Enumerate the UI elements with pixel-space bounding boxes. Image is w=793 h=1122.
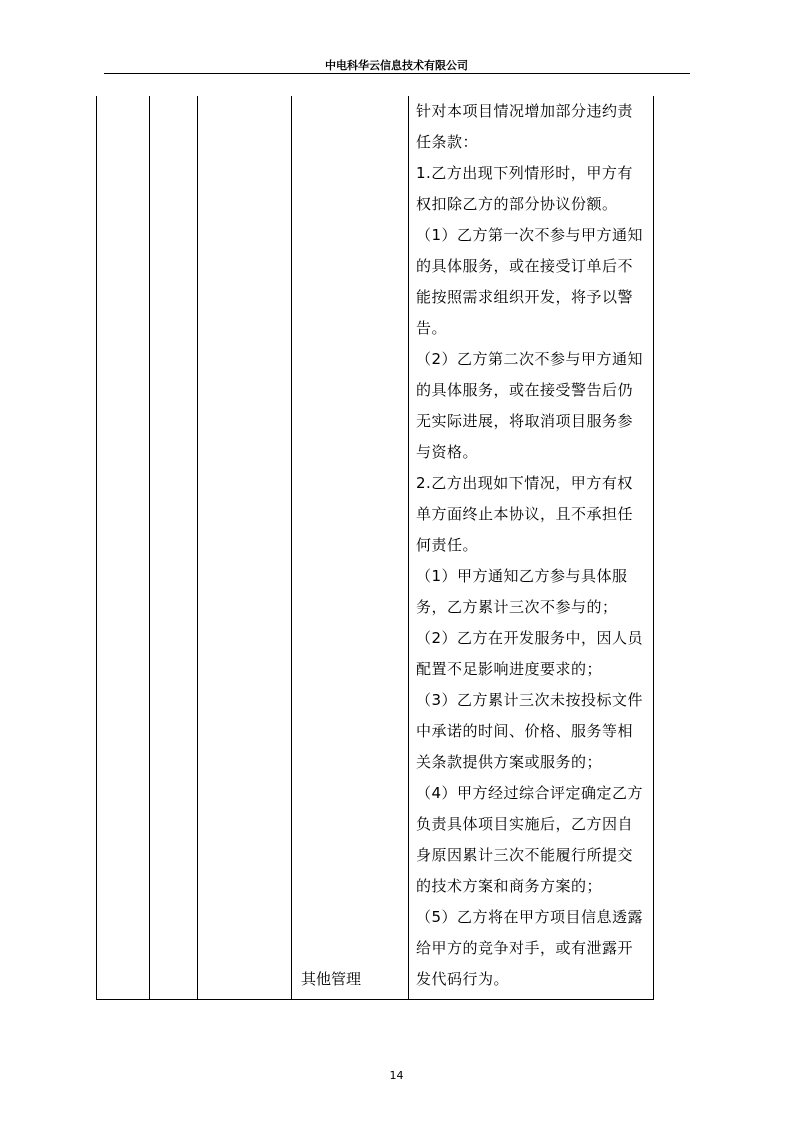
clause-line: 2.乙方出现如下情况，甲方有权 <box>416 474 633 492</box>
clause-line: 何责任。 <box>416 536 479 554</box>
clause-line: 告。 <box>416 319 448 337</box>
table-column-divider <box>408 96 409 999</box>
clause-line: 与资格。 <box>416 443 479 461</box>
clause-line: 针对本项目情况增加部分违约责 <box>416 102 634 120</box>
contract-table <box>96 96 654 1000</box>
table-column-divider <box>291 96 292 999</box>
clause-line: 身原因累计三次不能履行所提交 <box>416 846 634 864</box>
clause-line: （3）乙方累计三次未按投标文件 <box>416 691 644 709</box>
clause-line: （4）甲方经过综合评定确定乙方 <box>416 784 644 802</box>
clause-line: 给甲方的竞争对手，或有泄露开 <box>416 939 634 957</box>
clause-line: 的具体服务，或在接受警告后仍 <box>416 381 634 399</box>
clause-line: （1）乙方第一次不参与甲方通知 <box>416 226 644 244</box>
clause-line: （2）乙方第二次不参与甲方通知 <box>416 350 644 368</box>
clause-line: （5）乙方将在甲方项目信息透露 <box>416 908 644 926</box>
clause-line: 能按照需求组织开发，将予以警 <box>416 288 634 306</box>
clause-line: 无实际进展，将取消项目服务参 <box>416 412 634 430</box>
clause-line: 任条款： <box>416 133 479 151</box>
clause-line: 单方面终止本协议，且不承担任 <box>416 505 634 523</box>
clause-line: 中承诺的时间、价格、服务等相 <box>416 722 634 740</box>
clause-line: （1）甲方通知乙方参与具体服 <box>416 567 628 585</box>
clause-line: 配置不足影响进度要求的； <box>416 660 603 678</box>
table-column-divider <box>197 96 198 999</box>
clause-line: 的具体服务，或在接受订单后不 <box>416 257 634 275</box>
clause-line: 的技术方案和商务方案的； <box>416 877 603 895</box>
clause-text-cell <box>416 96 650 995</box>
category-cell-label: 其他管理 <box>301 970 362 988</box>
page-number: 14 <box>389 1069 404 1082</box>
clause-line: 发代码行为。 <box>416 970 510 988</box>
clause-line: 1.乙方出现下列情形时，甲方有 <box>416 164 633 182</box>
clause-line: 权扣除乙方的部分协议份额。 <box>416 195 618 213</box>
clause-line: 关条款提供方案或服务的； <box>416 753 603 771</box>
header-divider <box>104 73 690 74</box>
clause-line: 务，乙方累计三次不参与的； <box>416 598 618 616</box>
clause-line: （2）乙方在开发服务中，因人员 <box>416 629 644 647</box>
header-company-name: 中电科华云信息技术有限公司 <box>325 59 468 72</box>
clause-line: 负责具体项目实施后，乙方因自 <box>416 815 634 833</box>
table-column-divider <box>149 96 150 999</box>
